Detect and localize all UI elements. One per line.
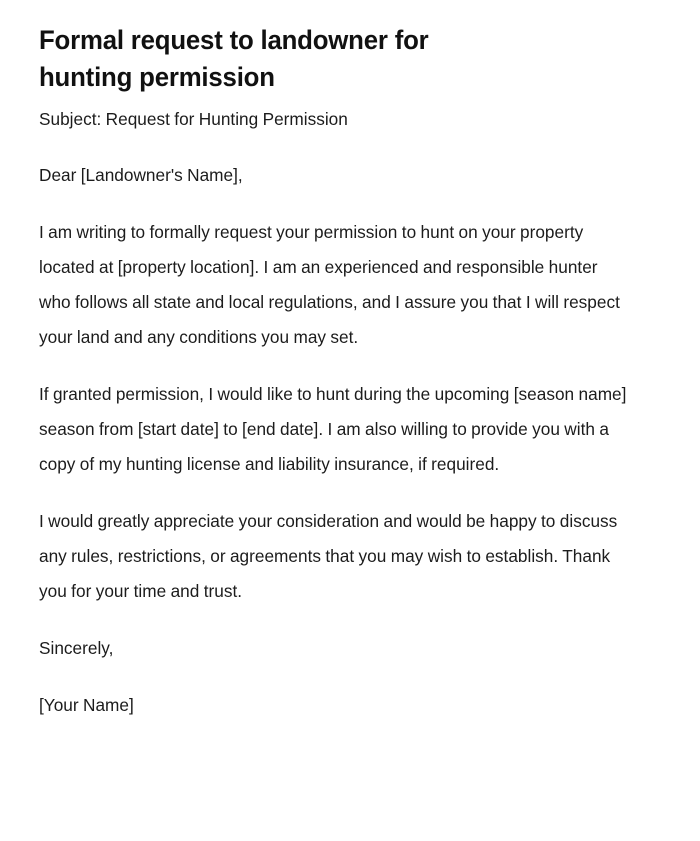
- salutation-line: Dear [Landowner's Name],: [39, 165, 243, 185]
- letter-body: [39, 102, 640, 723]
- closing-line: Sincerely,: [39, 638, 114, 658]
- page-title: Formal request to landowner for hunting permission: [39, 25, 429, 92]
- body-paragraph-3: I would greatly appreciate your consideration and would be happy to discuss any rules, restrictions, or agreements that you may wish to establish. Thank you for your time and trust.: [39, 511, 618, 601]
- body-paragraph-2: If granted permission, I would like to hunt during the upcoming [season name] season from [start date] to [end date]. I am also willing to provide you with a copy of my hunting license and liability insurance, if required.: [39, 384, 627, 474]
- subject-line: Subject: Request for Hunting Permission: [39, 109, 348, 129]
- body-paragraph-1: I am writing to formally request your permission to hunt on your property located at [property location]. I am an experienced and responsible hunter who follows all state and local regulations, and I assure you that I will respect your land and any conditions you may set.: [39, 222, 620, 347]
- signature-line: [Your Name]: [39, 695, 134, 715]
